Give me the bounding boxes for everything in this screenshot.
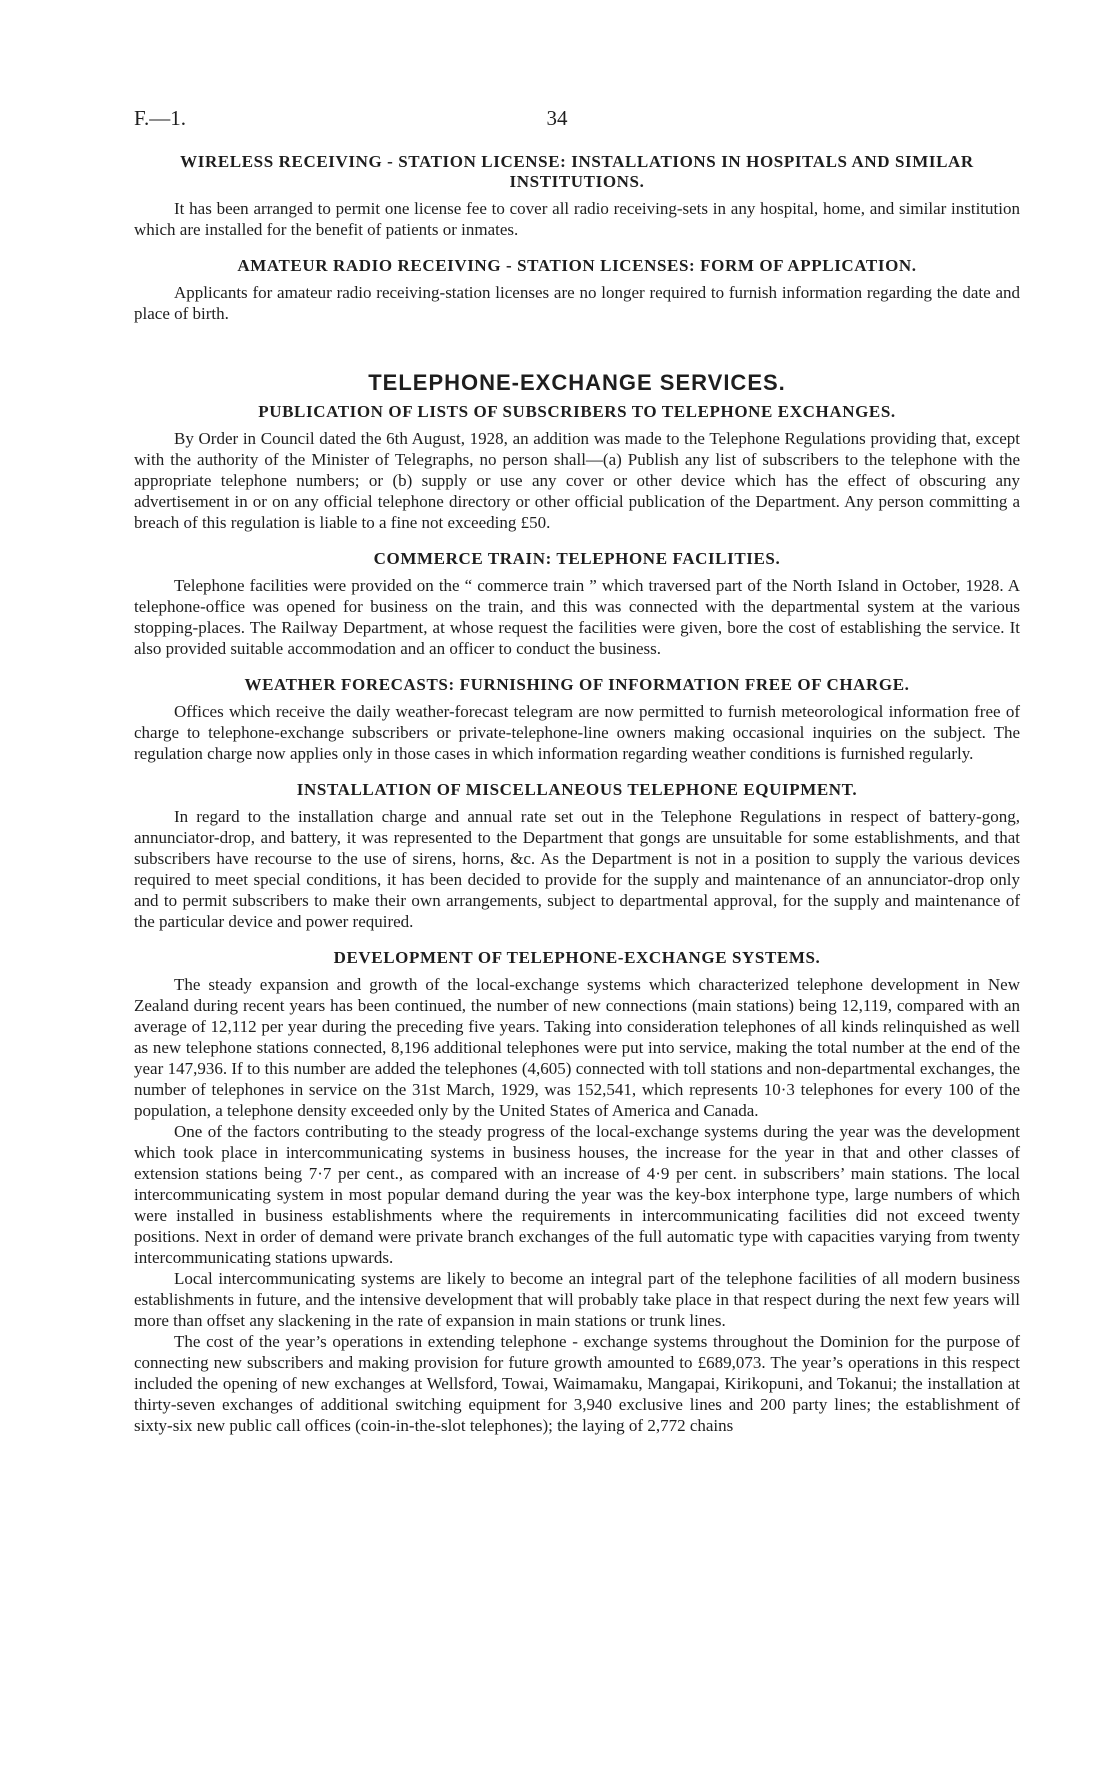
paragraph-publication: By Order in Council dated the 6th August, 1928, an addition was made to the Telephone Regulations providing that, except with the authority of the Minister of Telegraphs, no person shall—(a) Publish any list of subscribers to the telephone with the appropriate telephone numbers; or (b) supply or use any cover or other device which has the effect of obscuring any advertisement in or on any official telephone directory or other official publication of the Department. Any person committing a breach of this regulation is liable to a fine not exceeding £50.	[134, 429, 1020, 532]
paragraph-commerce-train: Telephone facilities were provided on the “ commerce train ” which traversed part of the North Island in October, 1928. A telephone-office was opened for business on the train, and this was connected with the departmental system at the various stopping-places. The Railway Department, at whose request the facilities were given, bore the cost of establishing the service. It also provided suitable accommodation and an officer to conduct the business.	[134, 576, 1020, 658]
paragraph-weather: Offices which receive the daily weather-forecast telegram are now permitted to furnish meteorological information free of charge to telephone-exchange subscribers or private-telephone-line owners making occasional inquiries on the subject. The regulation charge now applies only in those cases in which information regarding weather conditions is furnished regularly.	[134, 702, 1020, 763]
section-heading-wireless: WIRELESS RECEIVING - STATION LICENSE: INSTALLATIONS IN HOSPITALS AND SIMILAR INSTITUTIONS.	[180, 152, 974, 191]
section-heading-amateur: AMATEUR RADIO RECEIVING - STATION LICENSES: FORM OF APPLICATION.	[237, 256, 917, 275]
page-number: 34	[546, 106, 568, 130]
paragraph-development-2: One of the factors contributing to the steady progress of the local-exchange systems during the year was the development which took place in intercommunicating systems in business houses, the increase for the year in that and other classes of extension stations being 7·7 per cent., as compared with an increase of 4·9 per cent. in subscribers’ main stations. The local intercommunicating system in most popular demand during the year was the key-box interphone type, large numbers of which were installed in business establishments where the requirements in intercommunicating facilities did not exceed twenty positions. Next in order of demand were private branch exchanges of the full automatic type with capacities varying from twenty intercommunicating stations upwards.	[134, 1122, 1020, 1267]
section-heading-publication: PUBLICATION OF LISTS OF SUBSCRIBERS TO TELEPHONE EXCHANGES.	[258, 402, 896, 421]
section-heading-installation: INSTALLATION OF MISCELLANEOUS TELEPHONE EQUIPMENT.	[296, 780, 858, 799]
paragraph-development-4: The cost of the year’s operations in extending telephone - exchange systems throughout the Dominion for the purpose of connecting new subscribers and making provision for future growth amounted to £689,073. The year’s operations in this respect included the opening of new exchanges at Wellsford, Towai, Waimamaku, Mangapai, Kirikopuni, and Tokanui; the installation at thirty-seven exchanges of additional switching equipment for 3,940 exclusive lines and 200 party lines; the establishment of sixty-six new public call offices (coin-in-the-slot telephones); the laying of 2,772 chains	[134, 1332, 1020, 1435]
page-body	[134, 152, 1020, 1436]
paragraph-development-3: Local intercommunicating systems are likely to become an integral part of the telephone facilities of all modern business establishments in future, and the intensive development that will probably take place in that respect during the next few years will more than offset any slackening in the rate of expansion in main stations or trunk lines.	[134, 1269, 1020, 1330]
document-reference: F.—1.	[134, 106, 186, 130]
paragraph-amateur: Applicants for amateur radio receiving-station licenses are no longer required to furnish information regarding the date and place of birth.	[134, 283, 1020, 323]
section-heading-weather: WEATHER FORECASTS: FURNISHING OF INFORMATION FREE OF CHARGE.	[244, 675, 910, 694]
paragraph-wireless: It has been arranged to permit one license fee to cover all radio receiving-sets in any hospital, home, and similar institution which are installed for the benefit of patients or inmates.	[134, 199, 1020, 239]
section-heading-development: DEVELOPMENT OF TELEPHONE-EXCHANGE SYSTEMS.	[333, 948, 821, 967]
paragraph-installation: In regard to the installation charge and annual rate set out in the Telephone Regulations in respect of battery-gong, annunciator-drop, and battery, it was represented to the Department that gongs are unsuitable for some establishments, and that subscribers have recourse to the use of sirens, horns, &c. As the Department is not in a position to supply the various devices required to meet special conditions, it has been decided to provide for the supply and maintenance of an annunciator-drop only and to permit subscribers to make their own arrangements, subject to departmental approval, for the supply and maintenance of the particular device and power required.	[134, 807, 1020, 931]
main-heading-telephone-exchange: TELEPHONE-EXCHANGE SERVICES.	[368, 370, 786, 395]
section-heading-commerce-train: COMMERCE TRAIN: TELEPHONE FACILITIES.	[373, 549, 781, 568]
paragraph-development-1: The steady expansion and growth of the local-exchange systems which characterized telephone development in New Zealand during recent years has been continued, the number of new connections (main stations) being 12,119, compared with an average of 12,112 per year during the preceding five years. Taking into consideration telephones of all kinds relinquished as well as new telephone stations connected, 8,196 additional telephones were put into service, making the total number at the end of the year 147,936. If to this number are added the telephones (4,605) connected with toll stations and non-departmental exchanges, the number of telephones in service on the 31st March, 1929, was 152,541, which represents 10·3 telephones for every 100 of the population, a telephone density exceeded only by the United States of America and Canada.	[134, 975, 1020, 1120]
